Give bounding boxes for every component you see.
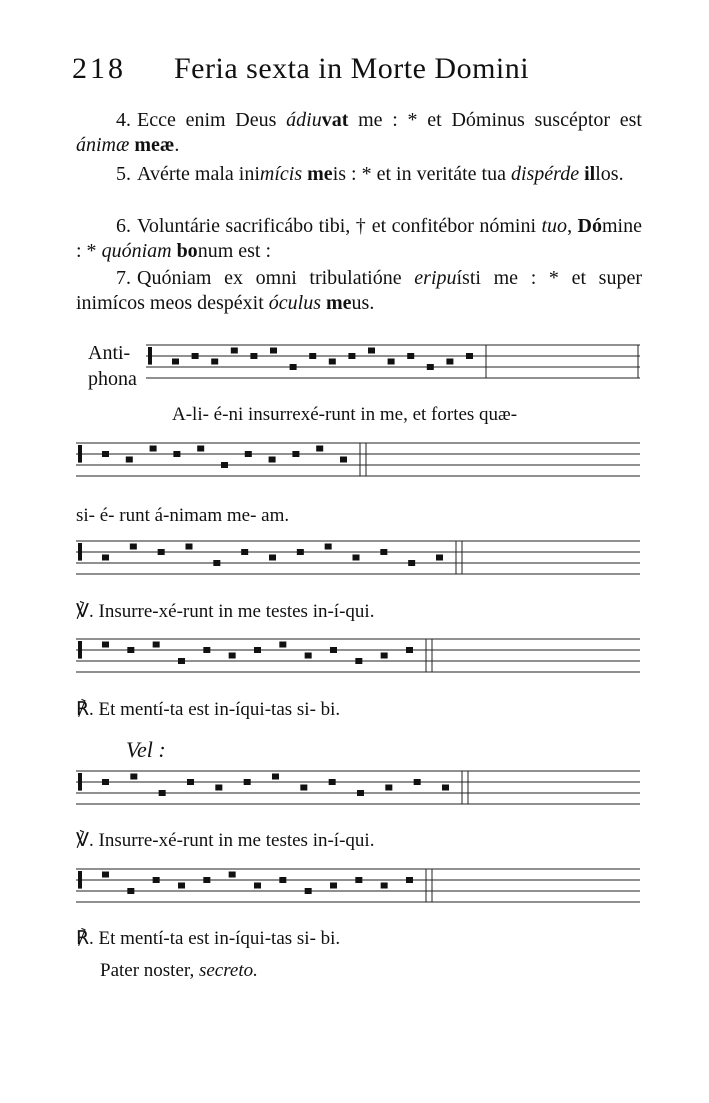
verse-number: 4.	[116, 109, 131, 131]
verse-text: me	[307, 163, 333, 185]
neume-note	[153, 877, 160, 883]
neume-note	[221, 462, 228, 468]
verse-text: Ecce enim Deus	[137, 109, 287, 131]
neume-note	[380, 549, 387, 555]
neume-note	[309, 353, 316, 359]
neume-note	[353, 555, 360, 561]
neume-note	[357, 790, 364, 796]
neume-note	[102, 642, 109, 648]
verse-text: il	[584, 163, 596, 185]
neume-note	[381, 883, 388, 889]
antiphon-label-line2: phona	[88, 368, 137, 390]
verse-text: Dó	[577, 215, 602, 237]
response-line-alt: ℟. Et mentí-ta est in-íqui-tas si- bi.	[76, 928, 341, 949]
neume-note	[102, 872, 109, 878]
neume-note	[178, 883, 185, 889]
neume-note	[229, 872, 236, 878]
neume-note	[203, 877, 210, 883]
verse-number: 6.	[116, 215, 131, 237]
neume-note	[269, 555, 276, 561]
neume-note	[348, 353, 355, 359]
neume-note	[187, 779, 194, 785]
neume-note	[407, 353, 414, 359]
neume-note	[102, 779, 109, 785]
neume-note	[130, 774, 137, 780]
neume-note	[368, 348, 375, 354]
page-title: Feria sexta in Morte Domini	[174, 52, 530, 85]
neume-note	[254, 883, 261, 889]
neume-note	[211, 359, 218, 365]
verse-text: me	[325, 292, 352, 314]
neume-note	[329, 779, 336, 785]
neume-note	[126, 457, 133, 463]
neume-note	[300, 785, 307, 791]
verse-text: ádiu	[286, 109, 322, 131]
neume-note	[102, 555, 109, 561]
neume-note	[330, 883, 337, 889]
antiphon-lyrics-line2: si- é- runt á-nimam me- am.	[76, 505, 290, 526]
neume-note	[381, 653, 388, 659]
clef-mark	[78, 773, 82, 791]
vel-label: Vel :	[126, 737, 166, 762]
neume-note	[127, 647, 134, 653]
neume-note	[192, 353, 199, 359]
neume-note	[178, 658, 185, 664]
antiphon-label-line1: Anti-	[88, 342, 131, 364]
neume-note	[279, 877, 286, 883]
neume-note	[250, 353, 257, 359]
clef-mark	[78, 445, 82, 463]
verse-text: num est :	[197, 240, 272, 262]
pater-noster-rubric	[100, 960, 258, 982]
response-line: ℟. Et mentí-ta est in-íqui-tas si- bi.	[76, 699, 341, 720]
verse-text: óculus	[268, 292, 321, 314]
clef-mark	[78, 543, 82, 561]
neume-note	[244, 779, 251, 785]
verse-text: ánimæ	[76, 134, 130, 156]
verse-text: eripu	[414, 267, 457, 289]
neume-note	[355, 877, 362, 883]
neume-note	[269, 457, 276, 463]
neume-note	[408, 560, 415, 566]
neume-note	[297, 549, 304, 555]
verse-text: meæ	[134, 134, 175, 156]
verse-text: mine : *	[76, 215, 642, 262]
neume-note	[388, 359, 395, 365]
neume-note	[186, 544, 193, 550]
verse-text: bo	[176, 240, 198, 262]
versicle-line: ℣. Insurre-xé-runt in me testes in-í-qui.	[76, 601, 375, 622]
verse-number: 7.	[116, 267, 131, 289]
neume-note	[270, 348, 277, 354]
neume-note	[231, 348, 238, 354]
pater-noster: Pater noster,	[100, 960, 195, 981]
verse-text: dispérde	[510, 163, 580, 185]
verse-text: me : * et Dóminus suscéptor est	[348, 109, 642, 131]
neume-note	[466, 353, 473, 359]
verse-text: Voluntárie sacrificábo tibi, † et confitébor nómini	[137, 215, 542, 237]
clef-mark	[148, 347, 152, 365]
neume-note	[340, 457, 347, 463]
verse-text: us.	[351, 292, 375, 314]
neume-note	[290, 364, 297, 370]
neume-note	[330, 647, 337, 653]
neume-note	[203, 647, 210, 653]
neume-note	[305, 888, 312, 894]
neume-note	[414, 779, 421, 785]
neume-note	[150, 446, 157, 452]
neume-note	[197, 446, 204, 452]
neume-note	[158, 549, 165, 555]
neume-note	[215, 785, 222, 791]
neume-note	[325, 544, 332, 550]
neume-note	[173, 451, 180, 457]
verse-text: tuo	[541, 215, 568, 237]
neume-note	[272, 774, 279, 780]
neume-note	[245, 451, 252, 457]
neume-note	[329, 359, 336, 365]
verse-text: ,	[567, 215, 578, 237]
neume-note	[442, 785, 449, 791]
verse-text: mícis	[259, 163, 303, 185]
neume-note	[279, 642, 286, 648]
page-number: 218	[72, 52, 126, 85]
verse-text: is : * et in veritáte tua	[332, 163, 511, 185]
verse-text: ísti me : * et super inimícos meos despéxit	[76, 267, 643, 314]
neume-note	[385, 785, 392, 791]
clef-mark	[78, 641, 82, 659]
neume-note	[305, 653, 312, 659]
neume-note	[406, 877, 413, 883]
verse-text: quóniam	[101, 240, 172, 262]
neume-note	[316, 446, 323, 452]
neume-note	[427, 364, 434, 370]
neume-note	[436, 555, 443, 561]
verse-text: Quóniam ex omni tribulatióne	[137, 267, 415, 289]
neume-note	[355, 658, 362, 664]
secreto-rubric: secreto.	[198, 960, 258, 981]
neume-note	[292, 451, 299, 457]
neume-note	[102, 451, 109, 457]
neume-note	[229, 653, 236, 659]
clef-mark	[78, 871, 82, 889]
verse-text: .	[174, 134, 180, 156]
neume-note	[172, 359, 179, 365]
neume-note	[213, 560, 220, 566]
versicle-line-alt: ℣. Insurre-xé-runt in me testes in-í-qui.	[76, 830, 375, 851]
neume-note	[127, 888, 134, 894]
antiphon-lyrics-line1: A-li- é-ni insurrexé-runt in me, et fortes quæ-	[172, 404, 518, 425]
neume-note	[446, 359, 453, 365]
verse-text: los.	[595, 163, 624, 185]
neume-note	[406, 647, 413, 653]
verse-text: Avérte mala ini	[137, 163, 260, 185]
neume-note	[254, 647, 261, 653]
neume-note	[130, 544, 137, 550]
neume-note	[153, 642, 160, 648]
verse-text: vat	[321, 109, 349, 131]
verse-number: 5.	[116, 163, 131, 185]
neume-note	[241, 549, 248, 555]
neume-note	[159, 790, 166, 796]
